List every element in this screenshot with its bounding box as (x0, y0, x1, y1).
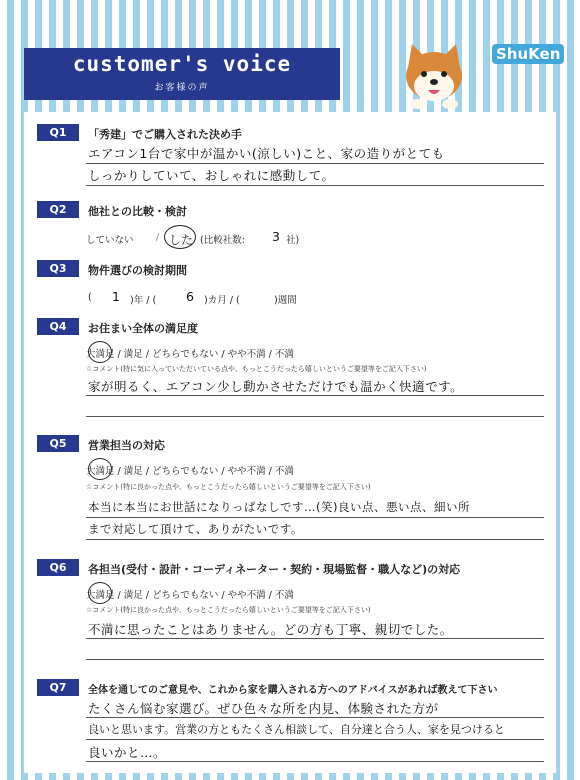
q2-title: 他社との比較・検討 (88, 205, 187, 218)
q6-title: 各担当(受付・設計・コーディネーター・契約・現場監督・職人など)の対応 (88, 563, 461, 576)
shiba-dog-icon (398, 38, 470, 110)
q6-answer-line1: 不満に思ったことはありません。どの方も丁寧、親切でした。 (88, 622, 453, 637)
q6-comment-note: ☆コメント(特に良かった点や、もっとこうだったら嬉しいというご要望等をご記入下さい) (86, 606, 371, 614)
q4-selection-circle (88, 341, 112, 363)
q2-count-value: 3 (272, 229, 281, 244)
q7-answer-line2: 良いと思います。営業の方ともたくさん相談して、自分達と合う人、家を見つけると (88, 723, 505, 736)
q3-month-unit: )カ月 / ( (204, 295, 240, 306)
q3-month-value: 6 (186, 289, 195, 304)
page-title: customer's voice (72, 52, 292, 76)
q7-label: Q7 (37, 679, 79, 696)
q7-rule (86, 739, 544, 740)
q5-title: 営業担当の対応 (88, 439, 165, 452)
q7-answer-line3: 良いかと…。 (88, 745, 167, 760)
q4-rule (86, 416, 544, 417)
q4-answer-line1: 家が明るく、エアコン少し動かさせただけでも温かく快適です。 (88, 379, 464, 394)
q6-selection-circle (88, 582, 112, 604)
q1-answer-line1: エアコン1台で家中が温かい(涼しい)こと、家の造りがとても (88, 146, 445, 161)
q3-year-value: 1 (112, 289, 121, 304)
q6-rule (86, 638, 544, 639)
q4-satisfaction-scale: 大満足 / 満足 / どちらでもない / やや不満 / 不満 (86, 349, 294, 360)
q7-rule (86, 717, 544, 718)
questionnaire-card: Q1 「秀建」でご購入された決め手 エアコン1台で家中が温かい(涼しい)こと、家の造りがとても しっかりしていて、おしゃれに感動して。 Q2 他社との比較・検討 していない / した (比較社数: 3 社) Q3 物件選びの検討期間 ( 1 )年 / ( 6 )カ月 / ( )週間 Q4 お住まい全体の満足度 大満足 / 満足 / どちらでもない / やや不満 / 不満 ☆コメント(特に気に入っていただいている点や、もっとこうだったら嬉しいというご要望等をご記入下さい) 家が明るく、エアコン少し動かさせただけでも温かく快適です。 Q5 営業担当の対応 大満足 / 満足 / どちらでもない / やや不満 / 不満 ☆コメント(特に良かった点や、もっとこうだったら嬉しいというご要望等をご記入下さい) 本当に本当にお世話になりっぱなしです…(笑)良い点、悪い点、細い所 まで対応して頂けて、ありがたいです。 Q6 各担当(受付・設計・コーディネーター・契約・現場監督・職人など)の対応 大満足 / 満足 / どちらでもない / やや不満 / 不満 ☆コメント(特に良かった点や、もっとこうだったら嬉しいというご要望等をご記入下さい) 不満に思ったことはありません。どの方も丁寧、親切でした。 Q7 全体を通してのご意見や、これから家を購入される方へのアドバイスがあれば教えて下さい たくさん悩む家選び。ぜひ色々な所を内見、体験された方が 良いと思います。営業の方ともたくさん相談して、自分達と合う人、家を見つけると 良いかと…。 (24, 112, 556, 773)
header (0, 0, 580, 115)
q6-satisfaction-scale: 大満足 / 満足 / どちらでもない / やや不満 / 不満 (86, 590, 294, 601)
q6-rule (86, 659, 544, 660)
q5-rule (86, 539, 544, 540)
q1-rule (86, 185, 544, 186)
q2-option-no: していない (86, 235, 134, 246)
q3-week-unit: )週間 (274, 295, 297, 306)
q2-count-label: (比較社数: (200, 235, 245, 246)
q5-answer-line1: 本当に本当にお世話になりっぱなしです…(笑)良い点、悪い点、細い所 (88, 500, 470, 514)
q1-rule (86, 163, 544, 164)
q1-label: Q1 (37, 124, 79, 141)
q5-rule (86, 517, 544, 518)
q2-count-suffix: 社) (286, 235, 300, 246)
q7-rule (86, 761, 544, 762)
page-subtitle: お客様の声 (154, 83, 210, 93)
q4-comment-note: ☆コメント(特に気に入っていただいている点や、もっとこうだったら嬉しいというご要望等をご記入下さい) (86, 365, 427, 373)
q2-option-yes: した (169, 233, 194, 247)
q2-selection-circle (164, 225, 196, 249)
q4-rule (86, 395, 544, 396)
q5-answer-line2: まで対応して頂けて、ありがたいです。 (88, 522, 303, 536)
q4-label: Q4 (37, 318, 79, 335)
q5-satisfaction-scale: 大満足 / 満足 / どちらでもない / やや不満 / 不満 (86, 466, 294, 477)
q7-answer-line1: たくさん悩む家選び。ぜひ色々な所を内見、体験された方が (88, 701, 439, 716)
q3-year-unit: )年 / ( (130, 295, 157, 306)
q5-comment-note: ☆コメント(特に良かった点や、もっとこうだったら嬉しいというご要望等をご記入下さい) (86, 483, 371, 491)
q4-title: お住まい全体の満足度 (88, 322, 198, 335)
q3-label: Q3 (37, 260, 79, 277)
q5-label: Q5 (37, 435, 79, 452)
q6-label: Q6 (37, 559, 79, 576)
brand-logo: ShuKen (492, 44, 564, 64)
q3-title: 物件選びの検討期間 (88, 264, 187, 277)
q1-title: 「秀建」でご購入された決め手 (88, 128, 242, 141)
q1-answer-line2: しっかりしていて、おしゃれに感動して。 (88, 168, 335, 183)
title-banner (24, 48, 340, 100)
q7-title: 全体を通してのご意見や、これから家を購入される方へのアドバイスがあれば教えて下さい (88, 685, 498, 696)
q2-label: Q2 (37, 201, 79, 218)
q5-selection-circle (88, 458, 112, 480)
